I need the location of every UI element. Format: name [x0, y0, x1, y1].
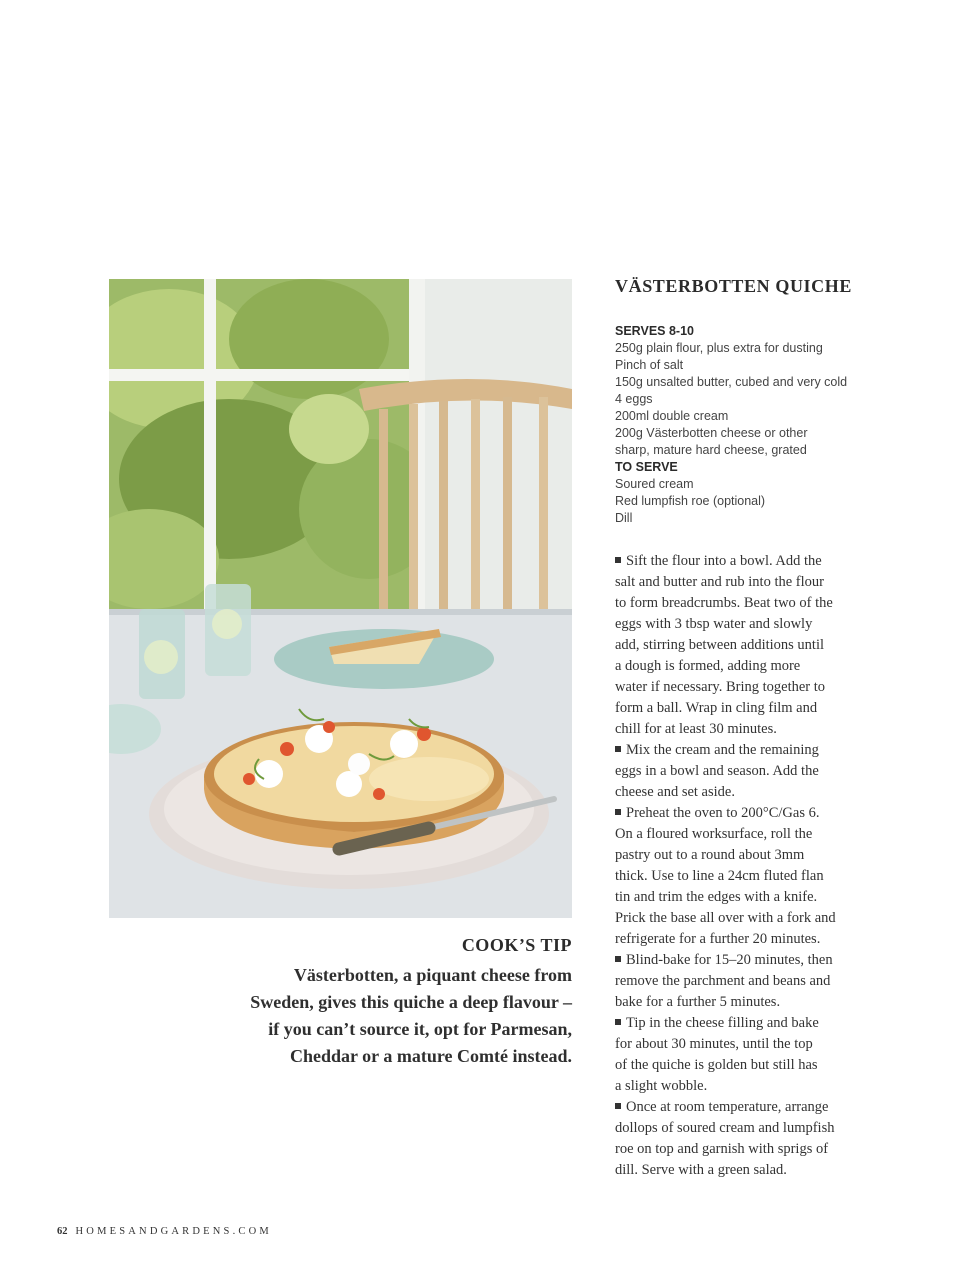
ingredient-item: 150g unsalted butter, cubed and very cold: [615, 375, 848, 389]
cooks-tip-line: if you can’t source it, opt for Parmesan,: [268, 1019, 572, 1039]
method-line: [615, 1160, 855, 1181]
ingredient-item: Dill: [615, 511, 633, 525]
method-line: [615, 824, 855, 845]
method-line-text: chill for at least 30 minutes.: [615, 721, 777, 737]
method-line: [615, 908, 855, 929]
method-line: [615, 1013, 855, 1034]
cooks-tip: [200, 935, 572, 1070]
method-line-text: a dough is formed, adding more: [615, 658, 801, 674]
ingredient-item: sharp, mature hard cheese, grated: [615, 443, 807, 457]
method-line-text: pastry out to a round about 3mm: [615, 847, 805, 863]
method-line: [615, 803, 855, 824]
method-line: [615, 782, 855, 803]
method-line: [615, 761, 855, 782]
method-line: [615, 614, 855, 635]
method-line: [615, 866, 855, 887]
ingredient-item: Red lumpfish roe (optional): [615, 494, 766, 508]
page-footer: [57, 1226, 272, 1237]
method-line-text: bake for a further 5 minutes.: [615, 994, 781, 1010]
bullet-square-icon: [615, 746, 621, 752]
method-line: [615, 1055, 855, 1076]
method-line-text: add, stirring between additions until: [615, 637, 825, 653]
method-line-text: thick. Use to line a 24cm fluted flan: [615, 868, 824, 884]
method-line: [615, 593, 855, 614]
method-line-text: cheese and set aside.: [615, 784, 735, 800]
quiche-photo: [109, 279, 572, 918]
method-line-text: salt and butter and rub into the flour: [615, 574, 824, 590]
ingredient-heading: TO SERVE: [615, 460, 678, 474]
recipe-column: [615, 276, 855, 1181]
method-line: [615, 1118, 855, 1139]
method-line: [615, 677, 855, 698]
method-line-text: remove the parchment and beans and: [615, 973, 831, 989]
method-line: [615, 887, 855, 908]
method-line-text: eggs with 3 tbsp water and slowly: [615, 616, 813, 632]
method-line-text: Blind-bake for 15–20 minutes, then: [626, 952, 833, 968]
ingredient-item: Pinch of salt: [615, 358, 684, 372]
bullet-square-icon: [615, 1103, 621, 1109]
method-line: [615, 845, 855, 866]
method-line-text: Prick the base all over with a fork and: [615, 910, 836, 926]
method-line-text: On a floured worksurface, roll the: [615, 826, 813, 842]
method-line: [615, 929, 855, 950]
ingredient-item: 200g Västerbotten cheese or other: [615, 426, 808, 440]
cooks-tip-line: Cheddar or a mature Comté instead.: [290, 1046, 572, 1066]
method-line: [615, 950, 855, 971]
method-line-text: a slight wobble.: [615, 1078, 708, 1094]
method-line: [615, 656, 855, 677]
method-line: [615, 992, 855, 1013]
cooks-tip-line: Västerbotten, a piquant cheese from: [293, 965, 572, 985]
cooks-tip-line: Sweden, gives this quiche a deep flavour –: [250, 992, 572, 1012]
ingredient-item: 4 eggs: [615, 392, 653, 406]
method-line: [615, 1034, 855, 1055]
method-line: [615, 740, 855, 761]
method-line-text: Sift the flour into a bowl. Add the: [626, 553, 822, 569]
ingredient-item: Soured cream: [615, 477, 694, 491]
method-line: [615, 635, 855, 656]
ingredient-item: 200ml double cream: [615, 409, 729, 423]
method-line-text: tin and trim the edges with a knife.: [615, 889, 818, 905]
recipe-title: VÄSTERBOTTEN QUICHE: [615, 276, 852, 296]
bullet-square-icon: [615, 557, 621, 563]
cooks-tip-text: [200, 962, 572, 1070]
method-line: [615, 1076, 855, 1097]
method-line-text: to form breadcrumbs. Beat two of the: [615, 595, 833, 611]
method-line-text: dollops of soured cream and lumpfish: [615, 1120, 835, 1136]
cooks-tip-title: COOK’S TIP: [461, 935, 572, 955]
method-line-text: water if necessary. Bring together to: [615, 679, 826, 695]
method-line-text: eggs in a bowl and season. Add the: [615, 763, 819, 779]
method-line: [615, 572, 855, 593]
method-line-text: dill. Serve with a green salad.: [615, 1162, 787, 1178]
method-line-text: refrigerate for a further 20 minutes.: [615, 931, 821, 947]
method-line: [615, 719, 855, 740]
ingredient-item: 250g plain flour, plus extra for dusting: [615, 341, 823, 355]
method-line-text: roe on top and garnish with sprigs of: [615, 1141, 829, 1157]
ingredient-heading: SERVES 8-10: [615, 324, 694, 338]
method-text: [615, 551, 855, 1181]
method-line: [615, 1139, 855, 1160]
method-line: [615, 1097, 855, 1118]
bullet-square-icon: [615, 956, 621, 962]
method-line: [615, 971, 855, 992]
method-line-text: Mix the cream and the remaining: [626, 742, 819, 758]
site-url: HOMESANDGARDENS.COM: [75, 1226, 272, 1237]
method-line: [615, 698, 855, 719]
method-line-text: Once at room temperature, arrange: [626, 1099, 829, 1115]
bullet-square-icon: [615, 809, 621, 815]
method-line-text: Tip in the cheese filling and bake: [626, 1015, 819, 1031]
bullet-square-icon: [615, 1019, 621, 1025]
method-line-text: Preheat the oven to 200°C/Gas 6.: [626, 805, 820, 821]
method-line-text: for about 30 minutes, until the top: [615, 1036, 813, 1052]
page-number: 62: [57, 1226, 68, 1237]
ingredients-list: [615, 323, 855, 527]
method-line-text: form a ball. Wrap in cling film and: [615, 700, 818, 716]
method-line: [615, 551, 855, 572]
method-line-text: of the quiche is golden but still has: [615, 1057, 818, 1073]
